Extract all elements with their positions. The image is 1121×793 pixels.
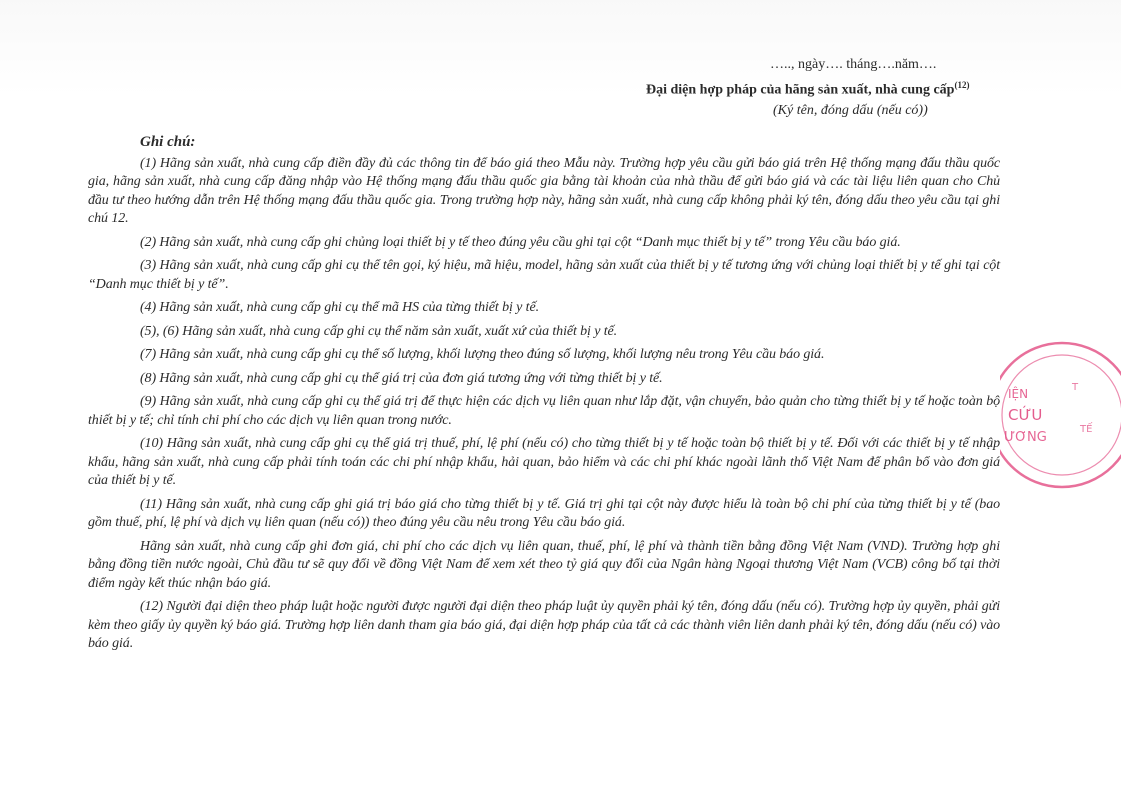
note-item: (3) Hãng sản xuất, nhà cung cấp ghi cụ thể tên gọi, ký hiệu, mã hiệu, model, hãng sản xuất của thiết bị y tế tương ứng với chủng loại thiết bị y tế ghi tại cột “Danh mục thiết bị y tế”. — [88, 258, 1000, 292]
representative-title — [646, 80, 969, 99]
stamp-text-line: IỆN — [1008, 387, 1029, 401]
stamp-text-line: T — [1072, 382, 1079, 393]
note-item: (12) Người đại diện theo pháp luật hoặc người được người đại diện theo pháp luật ủy quyền phải ký tên, đóng dấu (nếu có). Trường hợp ủy quyền, phải gửi kèm theo giấy ủy quyền ký báo giá. Trường hợp liên danh tham gia báo giá, đại diện hợp pháp của tất cả các thành viên liên danh phải ký tên, đóng dấu (nếu có) vào báo giá. — [88, 599, 1001, 651]
note-item: (4) Hãng sản xuất, nhà cung cấp ghi cụ thể mã HS của từng thiết bị y tế. — [140, 300, 539, 315]
note-item: (2) Hãng sản xuất, nhà cung cấp ghi chủng loại thiết bị y tế theo đúng yêu cầu ghi tại cột “Danh mục thiết bị y tế” trong Yêu cầu báo giá. — [140, 234, 901, 250]
note-item: (11) Hãng sản xuất, nhà cung cấp ghi giá trị báo giá cho từng thiết bị y tế. Giá trị ghi tại cột này được hiểu là toàn bộ chi phí của từng thiết bị y tế (bao gồm thuế, phí, lệ phí và dịch vụ liên quan (nếu có)) theo đúng yêu cầu nêu trong Yêu cầu báo giá. — [88, 496, 1000, 530]
note-item: Hãng sản xuất, nhà cung cấp ghi đơn giá, chi phí cho các dịch vụ liên quan, thuế, phí, lệ phí và thành tiền bằng đồng Việt Nam (VND). Trường hợp ghi bằng đồng tiền nước ngoài, Chủ đầu tư sẽ quy đổi về đồng Việt Nam để xem xét theo tỷ giá quy đổi của Ngân hàng Ngoại thương Việt Nam (VCB) công bố tại thời điểm ngày kết thúc nhận báo giá. — [88, 538, 1000, 591]
note-item: (8) Hãng sản xuất, nhà cung cấp ghi cụ thể giá trị của đơn giá tương ứng với từng thiết bị y tế. — [140, 370, 663, 386]
official-stamp — [1000, 340, 1121, 490]
notes-section — [88, 133, 1000, 659]
stamp-text-line: ƯƠNG — [1004, 430, 1047, 445]
note-item: (7) Hãng sản xuất, nhà cung cấp ghi cụ thể số lượng, khối lượng theo đúng số lượng, khối lượng nêu trong Yêu cầu báo giá. — [140, 347, 825, 362]
date-line: ….., ngày…. tháng….năm…. — [770, 57, 937, 72]
stamp-text-line: CỨU — [1008, 406, 1043, 424]
note-item: (9) Hãng sản xuất, nhà cung cấp ghi cụ thể giá trị để thực hiện các dịch vụ liên quan như lắp đặt, vận chuyển, bảo quản cho từng thiết bị y tế hoặc toàn bộ thiết bị y tế; chỉ tính chi phí cho các dịch vụ liên quan trong nước. — [88, 394, 1000, 428]
note-item: (1) Hãng sản xuất, nhà cung cấp điền đầy đủ các thông tin để báo giá theo Mẫu này. Trường hợp yêu cầu gửi báo giá trên Hệ thống mạng đấu thầu quốc gia, hãng sản xuất, nhà cung cấp đăng nhập vào Hệ thống mạng đấu thầu quốc gia bằng tài khoản của nhà thầu để gửi báo giá và các tài liệu liên quan cho Chủ đầu tư theo hướng dẫn trên Hệ thống mạng đấu thầu quốc gia. Trong trường hợp này, hãng sản xuất, nhà cung cấp không phải ký tên, đóng dấu theo yêu cầu tại ghi chú 12. — [88, 155, 1000, 226]
stamp-text-line: TẾ — [1080, 424, 1093, 435]
notes-heading: Ghi chú: — [140, 134, 196, 150]
note-item: (10) Hãng sản xuất, nhà cung cấp ghi cụ thể giá trị thuế, phí, lệ phí (nếu có) cho từng thiết bị y tế hoặc toàn bộ thiết bị y tế. Đối với các thiết bị y tế nhập khẩu, hãng sản xuất, nhà cung cấp phải tính toán các chi phí nhập khẩu, hải quan, bảo hiểm và các chi phí khác ngoài lãnh thổ Việt Nam để phân bổ vào đơn giá của thiết bị y tế. — [88, 436, 1000, 488]
representative-title-footnote: (12) — [954, 80, 970, 90]
representative-title-text: Đại diện hợp pháp của hãng sản xuất, nhà cung cấp — [646, 82, 955, 98]
note-item: (5), (6) Hãng sản xuất, nhà cung cấp ghi cụ thể năm sản xuất, xuất xứ của thiết bị y tế. — [140, 323, 618, 339]
sign-instruction: (Ký tên, đóng dấu (nếu có)) — [773, 103, 928, 118]
